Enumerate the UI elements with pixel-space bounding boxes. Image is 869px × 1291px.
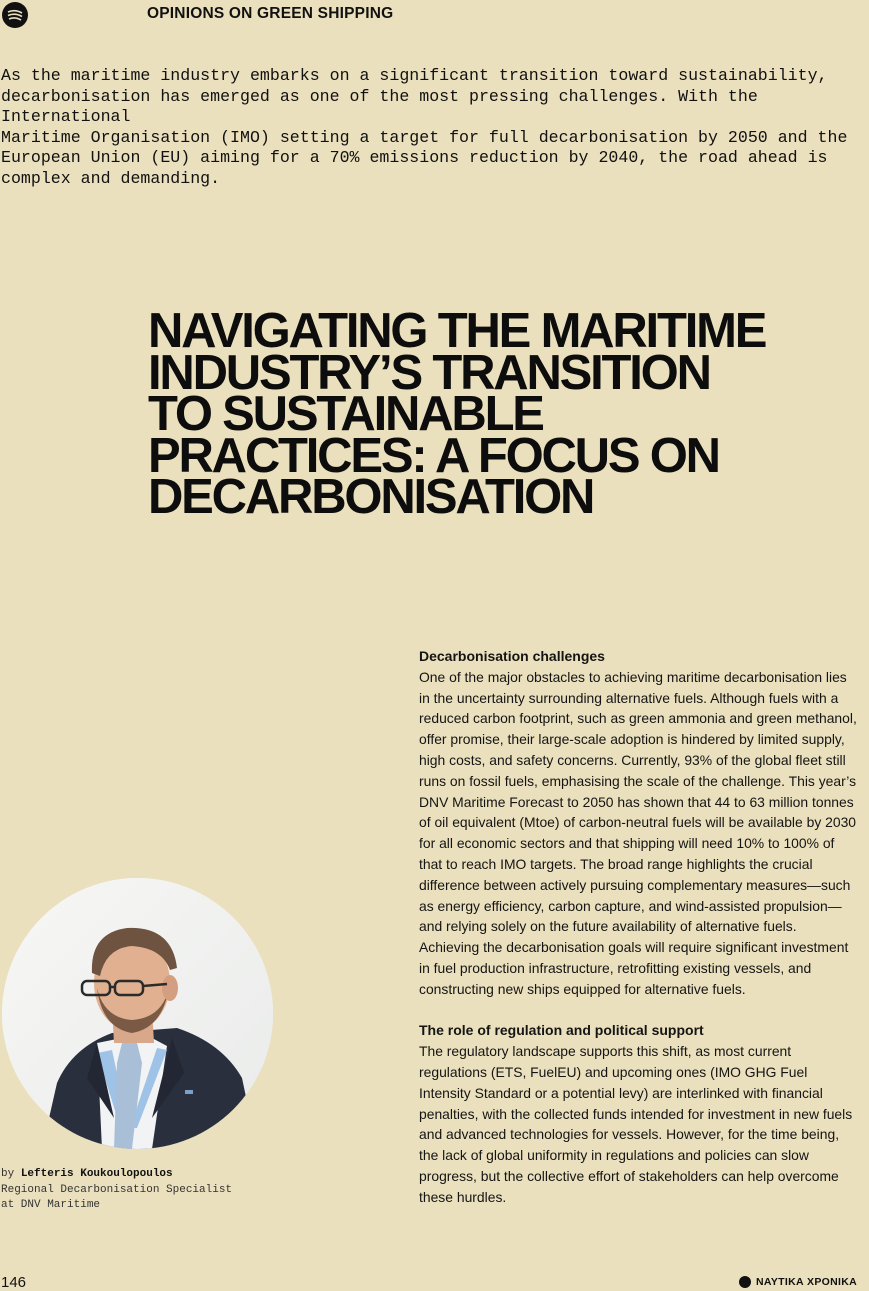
headline-line: INDUSTRY’S TRANSITION: [148, 345, 710, 400]
section-label: OPINIONS ON GREEN SHIPPING: [147, 5, 394, 22]
brand-name: ΝΑΥΤΙΚΑ ΧΡΟΝΙΚΑ: [756, 1276, 857, 1288]
article-headline: [148, 304, 848, 524]
intro-line: complex and demanding.: [1, 168, 221, 188]
headline-line: NAVIGATING THE MARITIME: [148, 304, 766, 358]
publication-logo-icon: [2, 2, 28, 28]
page-number: 146: [1, 1274, 27, 1291]
intro-line: As the maritime industry embarks on a significant transition toward sustainability,: [1, 66, 828, 85]
intro-line: decarbonisation has emerged as one of the most pressing challenges. With the International: [1, 86, 758, 126]
headline-line: DECARBONISATION: [148, 470, 594, 524]
body-paragraph: Achieving the decarbonisation goals will require significant investment in fuel production infrastructure, retrofitting existing vessels, and constructing new ships equipped for alternative fuels.: [419, 939, 849, 997]
intro-line: Maritime Organisation (IMO) setting a target for full decarbonisation by 2050 and the: [1, 127, 848, 147]
section-heading: Decarbonisation challenges: [419, 648, 605, 664]
body-paragraph: The regulatory landscape supports this shift, as most current regulations (ETS, FuelEU) and upcoming ones (IMO GHG Fuel Intensity Standard or a potential levy) are interlinked with financial penalties, with the collected funds intended for investment in new fuels and advanced technologies for vessels. However, for the time being, the lack of global uniformity in regulations and policies can slow progress, but the collective effort of stakeholders can help overcome these hurdles.: [419, 1043, 853, 1205]
author-portrait: [2, 878, 273, 1149]
author-byline: [1, 1167, 232, 1214]
body-paragraph: One of the major obstacles to achieving maritime decarbonisation lies in the uncertainty surrounding alternative fuels. Although fuels with a reduced carbon footprint, such as green ammonia and green methanol, offer promise, their large-scale adoption is hindered by limited supply, high costs, and safety concerns. Currently, 93% of the global fleet still runs on fossil fuels, emphasising the scale of the challenge. This year’s DNV Maritime Forecast to 2050 has shown that 44 to 63 million tonnes of oil equivalent (Mtoe) of carbon-neutral fuels will be available by 2030 for all economic sectors and that shipping will need 10% to 100% of that to reach IMO targets. The broad range highlights the crucial difference between actively pursuing complementary measures—such as energy efficiency, carbon capture, and wind-assisted propulsion—and relying solely on the future availability of alternative fuels.: [419, 668, 857, 935]
section-heading: The role of regulation and political support: [419, 1022, 704, 1039]
intro-paragraph: [1, 66, 869, 189]
article-body: [419, 646, 859, 1208]
byline-prefix: by: [1, 1168, 15, 1180]
headline-line: TO SUSTAINABLE: [148, 387, 543, 441]
brand-logo-icon: [739, 1276, 751, 1288]
footer-brand: [739, 1276, 857, 1288]
author-name: Lefteris Koukoulopoulos: [20, 1168, 173, 1180]
intro-line: European Union (EU) aiming for a 70% emissions reduction by 2040, the road ahead is: [1, 148, 828, 167]
author-organisation: at DNV Maritime: [1, 1199, 101, 1211]
author-role: Regional Decarbonisation Specialist: [1, 1183, 233, 1196]
headline-line: PRACTICES: A FOCUS ON: [148, 428, 719, 483]
